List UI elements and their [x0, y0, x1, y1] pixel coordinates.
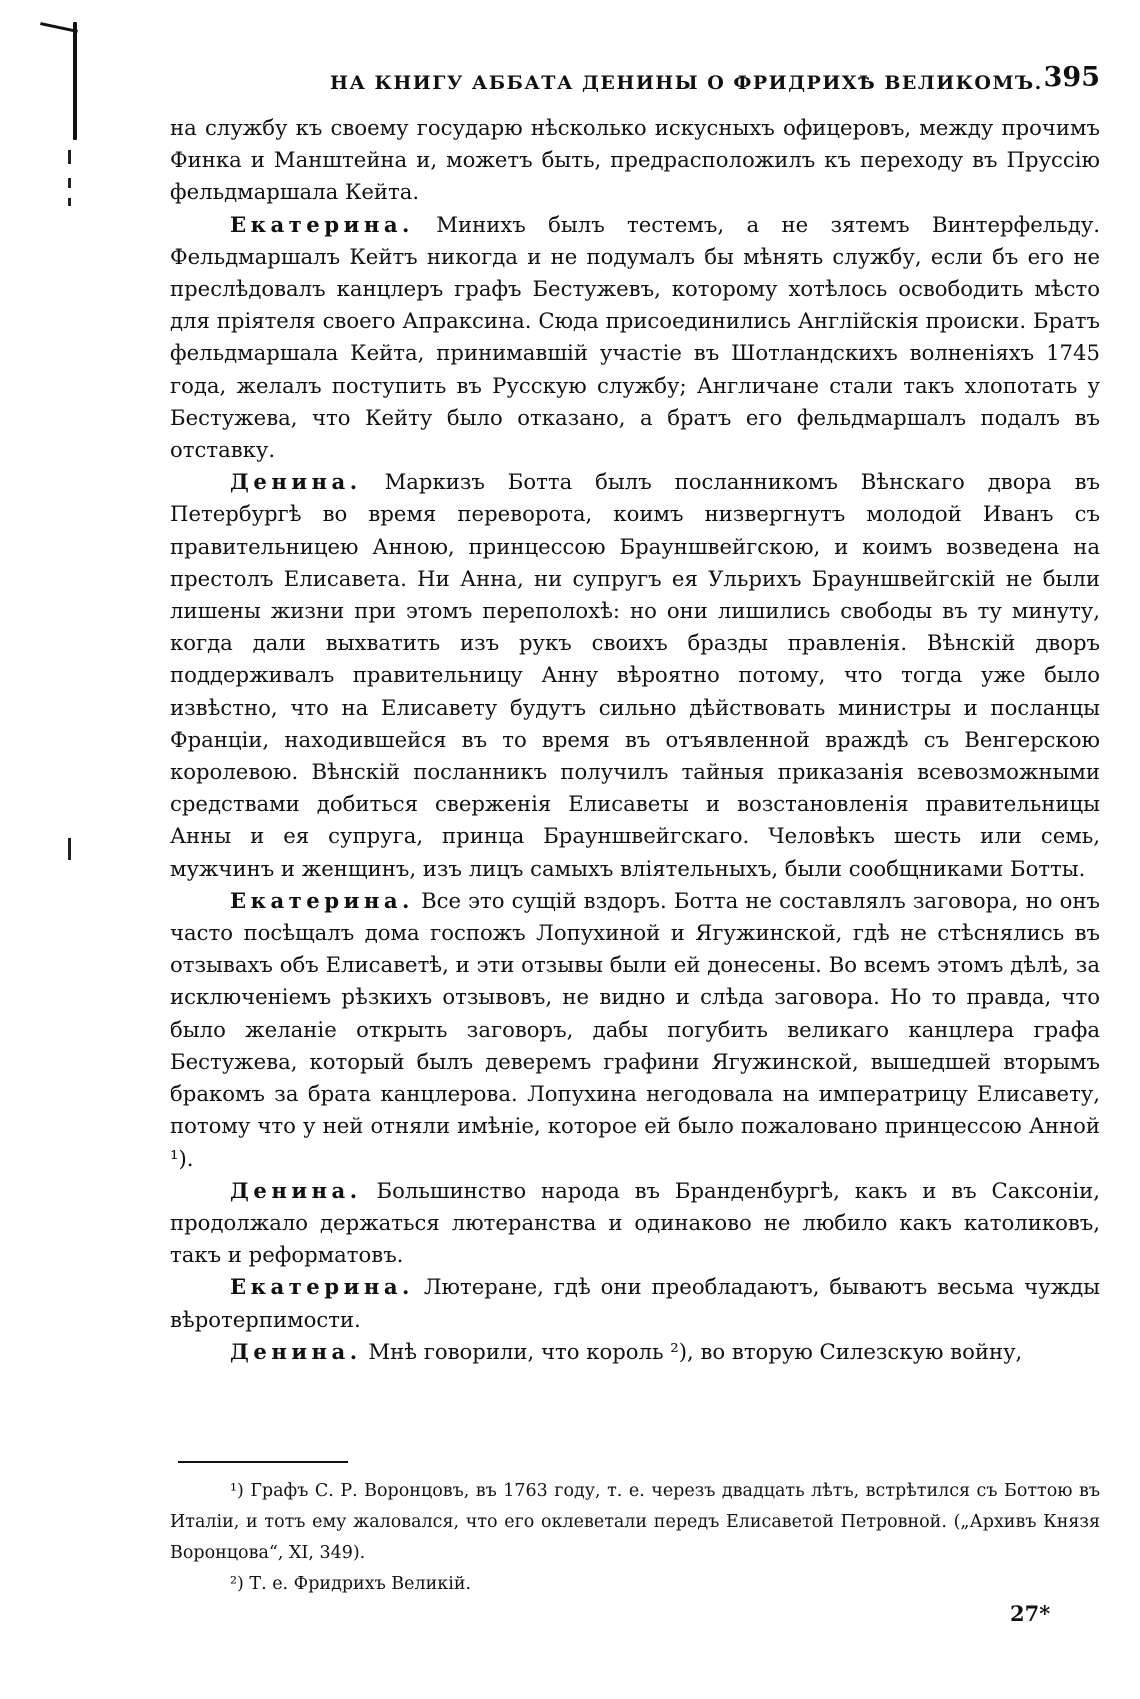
paragraph-text: Лютеране, гдѣ они преобладаютъ, бываютъ весьма чужды вѣротерпимости.: [170, 1274, 1100, 1332]
speaker-name: Денина.: [230, 1177, 362, 1203]
footnote: ¹) Графъ С. Р. Воронцовъ, въ 1763 году, т. е. черезъ двадцать лѣтъ, встрѣтился съ Боттою въ Италiи, и тотъ ему жаловался, что его оклеветали передъ Елисаветой Петровной. („Архивъ Князя Воронцова“, XI, 349).: [170, 1481, 1100, 1563]
running-head: НА КНИГУ АББАТА ДЕНИНЫ О ФРИДРИХѢ ВЕЛИКОМЪ.: [330, 72, 1043, 94]
paragraph: [170, 1271, 1100, 1335]
footnote: ²) Т. е. Фридрихъ Великiй.: [230, 1574, 472, 1594]
paragraph-text: Маркизъ Ботта былъ посланникомъ Вѣнскаго двора въ Петербургѣ во время переворота, коимъ низвергнутъ молодой Иванъ съ правительницею Анною, принцессою Брауншвейгскою, и коимъ возведена на престолъ Елисавета. Ни Анна, ни супругъ ея Ульрихъ Брауншвейгскiй не были лишены жизни при этомъ переполохѣ: но они лишились свободы въ ту минуту, когда дали выхватить изъ рукъ своихъ бразды правленiя. Вѣнскiй дворъ поддерживалъ правительницу Анну вѣроятно потому, что тогда уже было извѣстно, что на Елисавету будутъ сильно дѣйствовать министры и посланцы Францiи, находившейся въ то время въ отъявленной враждѣ съ Венгерскою королевою. Вѣнскiй посланникъ получилъ тайныя приказанiя всевозможными средствами добиться сверженiя Елисаветы и возстановленiя правительницы Анны и ея супруга, принца Брауншвейгскаго. Человѣкъ шесть или семь, мужчинъ и женщинъ, изъ лицъ самыхъ влiятельныхъ, были сообщниками Ботты.: [170, 469, 1100, 881]
paragraph-text: Минихъ былъ тестемъ, а не зятемъ Винтерфельду. Фельдмаршалъ Кейтъ никогда и не подумалъ бы мѣнять службу, если бъ его не преслѣдовалъ канцлеръ графъ Бестужевъ, которому хотѣлось освободить мѣсто для прiятеля своего Апраксина. Сюда присоединились Англiйскiя происки. Братъ фельдмаршала Кейта, принимавшiй участiе въ Шотландскихъ волненiяхъ 1745 года, желалъ поступить въ Русскую службу; Англичане стали такъ хлопотать у Бестужева, что Кейту было отказано, а братъ его фельдмаршалъ подалъ въ отставку.: [170, 211, 1100, 463]
speaker-name: Екатерина.: [230, 1274, 414, 1300]
speaker-name: Екатерина.: [230, 887, 414, 913]
paragraph: [170, 1336, 1100, 1368]
paragraph-text: Мнѣ говорили, что король ²), во вторую Силезскую войну,: [361, 1338, 1023, 1364]
paragraph: [170, 209, 1100, 467]
page-header: [170, 62, 1100, 102]
paragraph: [170, 1175, 1100, 1272]
body-text: [170, 112, 1100, 1368]
footnotes: [170, 1476, 1100, 1600]
signature-mark: 27*: [1010, 1601, 1051, 1626]
paragraph-text: Все это сущiй вздоръ. Ботта не составлялъ заговора, но онъ часто посѣщалъ дома госпожъ Лопухиной и Ягужинской, гдѣ не стѣснялись въ отзывахъ объ Елисаветѣ, и эти отзывы были ей донесены. Во всемъ этомъ дѣлѣ, за исключенiемъ рѣзкихъ отзывовъ, не видно и слѣда заговора. Но то правда, что было желанiе открыть заговоръ, дабы погубить великаго канцлера графа Бестужева, который былъ деверемъ графини Ягужинской, вышедшей вторымъ бракомъ за брата канцлерова. Лопухина негодовала на императрицу Елисавету, потому что у ней отняли имѣнiе, которое ей было пожаловано принцессою Анной ¹).: [170, 887, 1100, 1171]
paragraph-text: на службу къ своему государю нѣсколько искусныхъ офицеровъ, между прочимъ Финка и Манштейна и, можетъ быть, предрасположилъ къ переходу въ Пруссiю фельдмаршала Кейта.: [170, 115, 1100, 205]
margin-dot: [68, 198, 71, 206]
footnote-divider: [178, 1461, 348, 1463]
margin-dot: [68, 150, 71, 164]
paragraph: [170, 112, 1100, 209]
margin-dot: [68, 838, 71, 860]
paragraph: [170, 885, 1100, 1175]
paragraph-text: Большинство народа въ Бранденбургѣ, какъ и въ Саксонiи, продолжало держаться лютеранства и одинаково не любило какъ католиковъ, такъ и реформатовъ.: [170, 1177, 1100, 1268]
speaker-name: Екатерина.: [230, 211, 414, 237]
margin-dot: [68, 178, 71, 188]
margin-rule: [73, 22, 77, 140]
page-number: 395: [1043, 62, 1100, 93]
speaker-name: Денина.: [230, 1338, 362, 1364]
speaker-name: Денина.: [230, 469, 362, 495]
paragraph: [170, 466, 1100, 885]
